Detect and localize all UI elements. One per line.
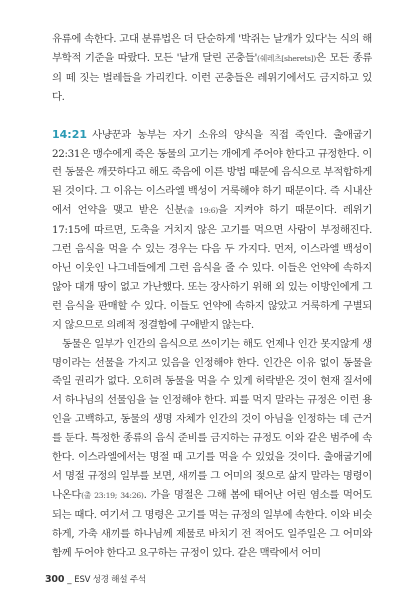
- page-number: 300: [45, 574, 65, 585]
- scripture-ref: (출 23:19; 34:26): [81, 490, 144, 500]
- paragraph-2-text-a: 사냥꾼과 농부는 자기 소유의 양식을 직접 죽인다. 출애굽기 22:31은 맹수에게 죽은 동물의 고기는 개에게 주어야 한다고 규정한다. 이런 동물은 깨끗하다고 해도 죽음에 이른 방법 때문에 음식으로 부적합하게 된 것이다. 그 이유는 이스라엘 백성이 거룩해야 하기 때문이다. 즉 시내산에서 언약을 맺고 받은 신분: [52, 128, 372, 217]
- book-title: ESV 성경 해설 주석: [74, 575, 146, 585]
- page-footer: [45, 573, 146, 585]
- paragraph-1: [52, 30, 372, 107]
- page-body: [52, 30, 372, 562]
- footer-separator: _: [67, 575, 72, 585]
- paragraph-3-text-b: . 가을 명절은 그해 봄에 태어난 어린 염소를 먹어도 되는 때다. 여기서 그 명령은 고기를 먹는 규정의 일부에 속한다. 이와 비슷하게, 가축 새끼를 하나님께 제물로 바치기 전 적어도 일주일은 그 어미와 함께 두어야 한다고 요구하는 규정이 있다. 같은 맥락에서 어미: [52, 488, 372, 559]
- paragraph-1-text-b: 은 모든 종류의 떼 짓는 벌레들을 가리킨다. 이런 곤충들은 레위기에서도 금지하고 있다.: [52, 51, 372, 103]
- hebrew-term-ref: (쉐레츠[sherets]): [257, 53, 316, 63]
- paragraph-1-text-a: 유류에 속한다. 고대 분류법은 더 단순하게 '박쥐는 날개가 있다'는 식의 해부학적 기준을 따랐다. 모든 '날개 달린 곤충들': [52, 33, 372, 64]
- paragraph-gap: [52, 107, 372, 126]
- paragraph-2-text-b: 을 지켜야 하기 때문이다. 레위기 17:15에 따르면, 도축을 거치지 않은 고기를 먹으면 사람이 부정해진다. 그런 음식을 먹을 수 있는 경우는 다음 두 가지다. 먼저, 이스라엘 백성이 아닌 이웃인 나그네들에게 그런 음식을 줄 수 있다. 이들은 언약에 속하지 않아 대개 땅이 없고 가난했다. 또는 장사하기 위해 외 있는 이방인에게 그런 음식을 판매할 수 있다. 이들도 언약에 속하지 않았고 거룩하게 구별되지 않으므로 의례적 정결함에 구애받지 않는다.: [52, 204, 373, 331]
- verse-number: 14:21: [52, 127, 88, 141]
- scripture-ref: (출 19:6): [183, 206, 218, 216]
- paragraph-2: [52, 126, 372, 335]
- paragraph-3: [52, 335, 372, 563]
- paragraph-3-text-a: 동물은 일부가 인간의 음식으로 쓰이기는 해도 언제나 인간 못지않게 생명이라는 선물을 가지고 있음을 인정해야 한다. 인간은 이유 없이 동물을 죽일 권리가 없다. 오히려 동물을 먹을 수 있게 허락받은 것이 현재 질서에서 하나님의 선물임을 늘 인정해야 한다. 피를 먹지 말라는 규정은 이런 용인을 고백하고, 동물의 생명 자체가 인간의 것이 아님을 인정하는 데 근거를 둔다. 특정한 종류의 음식 준비를 금지하는 규정도 이와 같은 범주에 속한다. 이스라엘에서는 명절 때 고기를 먹을 수 있었을 것이다. 출애굽기에서 명절 규정의 일부를 보면, 새끼를 그 어미의 젖으로 삶지 말라는 명령이 나온다: [52, 337, 372, 501]
